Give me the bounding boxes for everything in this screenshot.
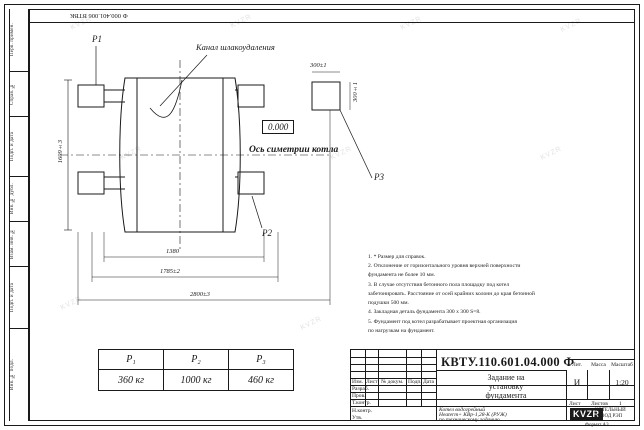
dim-height-left: 1609±3 xyxy=(57,140,64,164)
load-header-p2: P₂ xyxy=(164,350,229,370)
tb-footer-2: Неаterm+ КВр-1,28-К (РУЖ) xyxy=(439,412,507,418)
load-header-p3: P₃ xyxy=(229,350,294,370)
load-value-p2: 1000 кг xyxy=(164,370,229,391)
title-block xyxy=(350,349,635,421)
tb-footer-1: Котел водогрейный xyxy=(439,407,486,413)
note-3b: забетонировать. Расстояние от осей крайних колонн до края бетонной xyxy=(368,290,535,297)
tb-col-podp: Подп. xyxy=(408,379,422,385)
tb-col-list: Лист xyxy=(366,379,378,385)
axis-label: Ось симетрии котла xyxy=(249,145,339,155)
watermark: KVZR xyxy=(299,315,324,332)
tb-title-2: установку xyxy=(488,382,524,391)
note-5b: по нагрузкам на фундамент. xyxy=(368,327,435,334)
watermark: KVZR xyxy=(59,295,84,312)
load-table xyxy=(98,349,294,391)
tb-role-nkontr: Н.контр. xyxy=(352,408,373,414)
load-value-p3: 460 кг xyxy=(229,370,294,391)
watermark: KVZR xyxy=(329,145,354,162)
marker-p2: P2 xyxy=(262,228,272,238)
tb-sheets-value: 1 xyxy=(619,401,622,407)
note-3c: подушки 500 мм. xyxy=(368,300,409,307)
watermark: KVZR xyxy=(69,15,94,32)
load-header-p1: P₁ xyxy=(99,350,164,370)
tb-col-data: Дата xyxy=(423,379,434,385)
margin-label-5: Подп. и дата xyxy=(10,282,15,312)
format-label: Формат A3 xyxy=(585,423,609,428)
tb-footer-3: по техническому заданию xyxy=(439,417,500,423)
tb-role-prov: Пров. xyxy=(352,393,366,399)
tb-role-utv: Утв. xyxy=(352,415,363,421)
tb-lit-label: Лит. xyxy=(571,362,583,368)
notes-block xyxy=(368,253,618,336)
margin-label-1: Справ. № xyxy=(10,82,15,105)
tb-title-1: Задание на xyxy=(487,373,525,382)
tb-col-izm: Изм. xyxy=(352,379,363,385)
company-line-1: КОТЕЛЬНЫЙ xyxy=(595,408,626,413)
zero-level-mark: 0.000 xyxy=(262,120,294,134)
watermark: KVZR xyxy=(559,17,584,34)
tb-lit-value: И xyxy=(573,378,581,388)
watermark: KVZR xyxy=(229,13,254,30)
tb-mass-label: Масса xyxy=(591,362,606,368)
marker-p1: P1 xyxy=(92,34,102,44)
tb-col-docnum: № докум. xyxy=(381,379,404,385)
dim-detail-height: 300±1 xyxy=(352,82,359,102)
margin-label-6: Инв. № подл. xyxy=(10,358,15,390)
tb-title-3: фундамента xyxy=(485,391,527,400)
note-3: 3. В случае отсутствия бетонного пола площадку под котел xyxy=(368,281,510,288)
company-logo: KVZR xyxy=(570,408,603,420)
watermark: KVZR xyxy=(119,145,144,162)
top-designation: Ф 000.401.006 ВТВК xyxy=(70,12,128,19)
dim-overall: 2800±3 xyxy=(190,291,210,298)
table-row-header xyxy=(99,350,294,370)
watermark: KVZR xyxy=(539,145,564,162)
margin-label-2: Подп. и дата xyxy=(10,131,15,161)
marker-p3: P3 xyxy=(374,172,384,182)
tb-scale-label: Масштаб xyxy=(611,362,633,368)
dim-inner: 1380 xyxy=(166,248,179,255)
margin-label-0: Перв. примен. xyxy=(10,23,15,57)
margin-label-3: Инв. № дубл. xyxy=(10,183,15,214)
note-4: 4. Закладная деталь фундамента 300 х 300 S=8. xyxy=(368,309,481,316)
dim-middle: 1785±2 xyxy=(160,268,180,275)
channel-label: Канал шлакоудаления xyxy=(196,42,275,52)
note-1: 1. * Размер для справок. xyxy=(368,254,426,260)
tb-designation: КВТУ.110.601.04.000 Ф xyxy=(441,355,575,369)
company-line-2: ЗАВОД РЭП xyxy=(595,414,623,419)
tb-scale-value: 1:20 xyxy=(615,378,629,387)
note-2b: фундамента не более 10 мм. xyxy=(368,272,436,279)
tb-role-razrab: Разраб. xyxy=(352,386,370,392)
watermark: KVZR xyxy=(399,15,424,32)
tb-sheets-label: Листов xyxy=(591,401,608,407)
tb-sheet-label: Лист xyxy=(569,401,581,407)
margin-label-4: Взам. инв. № xyxy=(10,228,15,259)
tb-role-tkontr: Т.контр. xyxy=(352,400,371,406)
note-2: 2. Отклонение от горизонтального уровня верхней поверхности xyxy=(368,263,521,270)
dim-detail-width: 300±1 xyxy=(310,62,327,69)
load-value-p1: 360 кг xyxy=(99,370,164,391)
note-5: 5. Фундамент под котел разрабатывает проектная организация xyxy=(368,318,517,325)
table-row xyxy=(99,370,294,391)
